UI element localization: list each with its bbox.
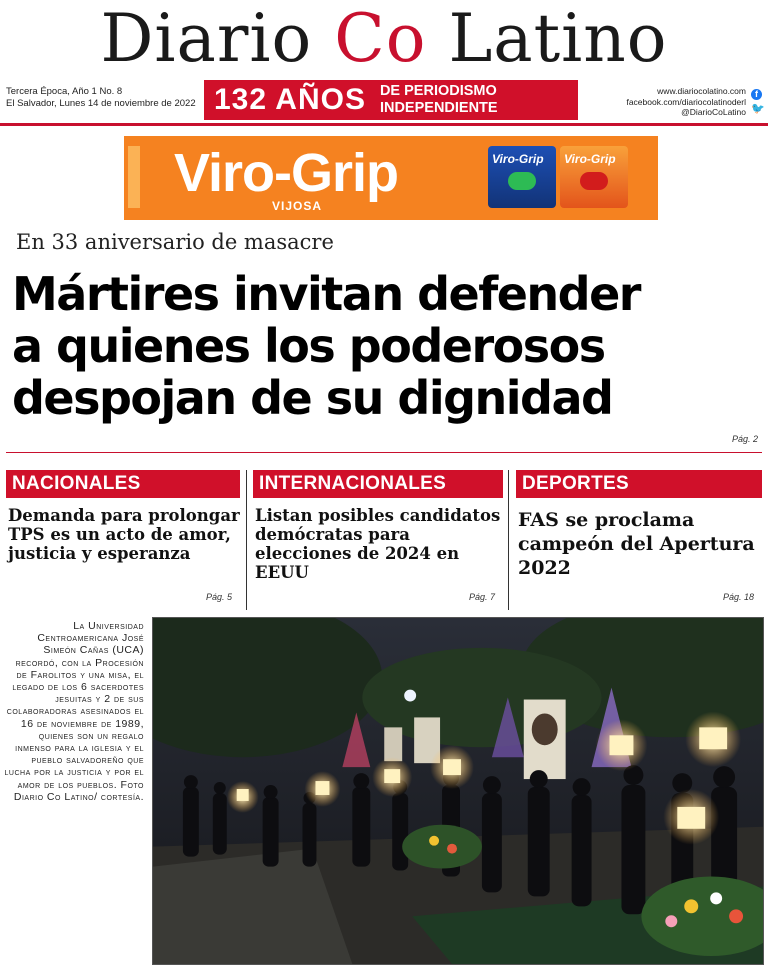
website-link[interactable]: www.diariocolatino.com (657, 86, 746, 96)
pack-label: Viro-Grip (564, 152, 616, 166)
social-icons (751, 89, 765, 115)
lead-kicker: En 33 aniversario de masacre (16, 230, 334, 254)
headline-line-2: a quienes los poderosos (12, 319, 605, 373)
date-line: El Salvador, Lunes 14 de noviembre de 2022 (6, 98, 196, 109)
lead-page-ref: Pág. 2 (731, 434, 758, 444)
headline-line-1: Mártires invitan defender (12, 267, 640, 321)
section-page-ref: Pág. 5 (205, 592, 232, 602)
section-headline[interactable]: Listan posibles candidatos demócratas para elecciones de 2024 en EEUU (255, 506, 501, 582)
facebook-link[interactable]: facebook.com/diariocolatinoderl (626, 96, 746, 107)
contact-info (626, 86, 746, 118)
tagline-line-1: DE PERIODISMO (379, 83, 497, 99)
ad-company: VIJOSA (272, 199, 323, 213)
section-page-ref: Pág. 18 (722, 592, 754, 602)
viro-grip-ad[interactable] (124, 136, 658, 220)
name-part-1: Diario (100, 0, 335, 77)
section-label: INTERNACIONALES (253, 470, 503, 498)
product-pack-orange (560, 146, 628, 208)
ad-brand: Viro-Grip (174, 143, 399, 203)
pack-label: Viro-Grip (492, 152, 544, 166)
section-nacionales[interactable] (6, 470, 240, 610)
section-label: DEPORTES (516, 470, 762, 498)
twitter-icon[interactable]: 🐦 (751, 103, 765, 115)
product-pack-blue (488, 146, 556, 208)
section-label: NACIONALES (6, 470, 240, 498)
pill-icon (508, 172, 536, 190)
section-headline[interactable]: Demanda para prolongar TPS es un acto de amor, justicia y esperanza (8, 506, 240, 563)
lead-headline[interactable] (12, 268, 752, 424)
edition-line: Tercera Época, Año 1 No. 8 (6, 86, 123, 97)
anniversary-banner (204, 80, 578, 120)
name-co: Co (334, 0, 427, 77)
section-divider (6, 452, 762, 453)
flower-bouquet (402, 825, 482, 869)
column-divider (508, 470, 509, 610)
pill-icon (580, 172, 608, 190)
tagline-line-2: INDEPENDIENTE (379, 100, 498, 116)
portrait-banner (384, 727, 402, 761)
banner-years: 132 AÑOS (214, 83, 366, 116)
photo-caption: La Universidad Centroamericana José Simeón Cañas (UCA) recordó, con la Procesión de Farolitos y una misa, el legado de los 6 sacerdotes jesuitas y 2 de sus colaboradoras asesinados el 16 de noviembre de 1989, quienes son un regalo inmenso para la iglesia y el pueblo salvadoreño que lucha por la justicia y por el amor de los pueblos. Foto Diario Co Latino/ cortesía. (4, 620, 144, 803)
facebook-icon[interactable]: f (751, 89, 762, 100)
ad-side-note (128, 146, 140, 208)
newspaper-name[interactable] (0, 0, 768, 78)
masthead (0, 0, 768, 78)
section-headline[interactable]: FAS se proclama campeón del Apertura 2022 (518, 509, 755, 579)
procession-illustration (153, 618, 763, 964)
portrait-face (532, 713, 558, 745)
edition-info (6, 86, 196, 110)
twitter-link[interactable]: @DiarioCoLatino (681, 107, 746, 117)
column-divider (246, 470, 247, 610)
header-divider (0, 123, 768, 126)
name-part-2: Latino (426, 0, 668, 77)
procession-photo[interactable] (152, 617, 764, 965)
banner-tagline (366, 83, 498, 117)
section-page-ref: Pág. 7 (468, 592, 495, 602)
section-internacionales[interactable] (253, 470, 503, 610)
headline-line-3: despojan de su dignidad (12, 371, 613, 425)
section-deportes[interactable] (516, 470, 762, 610)
street-light (404, 690, 416, 702)
